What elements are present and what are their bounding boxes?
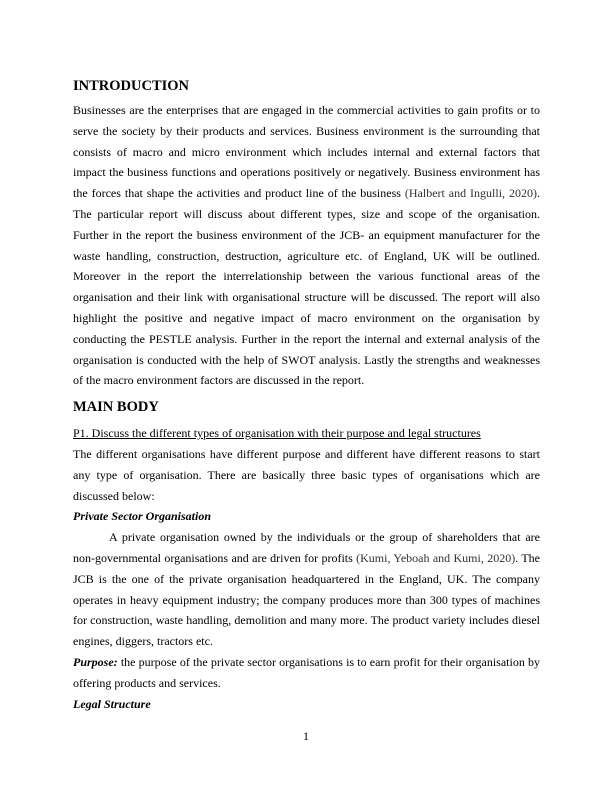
p1-subheading: P1. Discuss the different types of organisation with their purpose and legal structures (73, 426, 481, 441)
intro-citation: (Halbert and Ingulli, 2020) (404, 186, 537, 201)
page-number: 1 (303, 729, 309, 743)
intro-text-a: Businesses are the enterprises that are engaged in the commercial activities to gain profits or to serve the society by their products and services. Business environment is the surrounding that consists of macro and micro environment which includes internal and external factors that impact the business functions and operations positively or negatively. Business environment has the forces that shape the activities and product line of the business (73, 103, 540, 201)
main-body-heading: MAIN BODY (73, 399, 159, 416)
private-text-a: A private organisation owned by the individuals or the group of shareholders that are non-governmental organisations and are driven for profits (73, 530, 540, 565)
purpose-label: Purpose: (73, 654, 118, 669)
legal-structure-heading: Legal Structure (73, 696, 151, 711)
purpose-paragraph (73, 652, 540, 694)
private-citation: (Kumi, Yeboah and Kumi, 2020) (356, 550, 516, 565)
intro-text-b: . The particular report will discuss about different types, size and scope of the organisation. Further in the report the business environment of the JCB- an equipment manufacturer for the waste handling, construction, destruction, agriculture etc. of England, UK will be outlined. Moreover in the report the interrelationship between the various functional areas of the organisation and their link with organisational structure will be discussed. The report will also highlight the positive and negative impact of macro environment on the organisation by conducting the PESTLE analysis. Further in the report the internal and external analysis of the organisation is conducted with the help of SWOT analysis. Lastly the strengths and weaknesses of the macro environment factors are discussed in the report. (73, 186, 540, 388)
purpose-text: the purpose of the private sector organisations is to earn profit for their organisation by offering products and services. (73, 654, 540, 690)
introduction-paragraph (73, 100, 540, 391)
organisation-types-paragraph: The different organisations have different purpose and different have different reasons to start any type of organisation. There are basically three basic types of organisations which are discussed below: (73, 446, 540, 503)
introduction-heading: INTRODUCTION (73, 78, 190, 94)
private-text-b: . The JCB is the one of the private organisation headquartered in the England, UK. The company operates in heavy equipment industry; the company produces more than 300 types of machines for construction, waste handling, demolition and many more. The product variety includes diesel engines, diggers, tractors etc. (73, 550, 540, 649)
private-sector-paragraph (73, 527, 540, 652)
private-sector-heading: Private Sector Organisation (73, 509, 212, 524)
document-page (73, 76, 540, 714)
